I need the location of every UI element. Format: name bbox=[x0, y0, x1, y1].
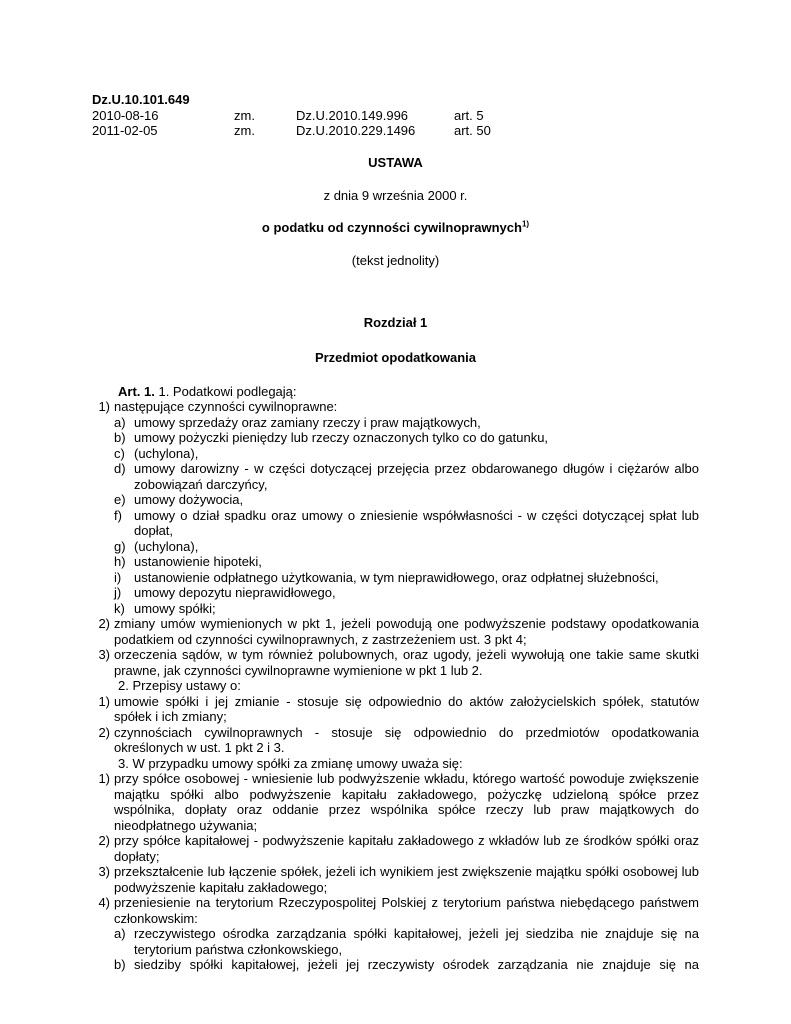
sub-item bbox=[92, 539, 699, 555]
amendment-ref: Dz.U.2010.149.996 bbox=[296, 107, 409, 123]
amendment-ref: Dz.U.2010.229.1496 bbox=[296, 123, 416, 138]
act-variant: (tekst jednolity) bbox=[351, 253, 440, 268]
item-number: 2) bbox=[98, 833, 110, 848]
item-text: umowie spółki i jej zmianie - stosuje się odpowiednio do aktów założycielskich spółek, statutów spółek i ich zmiany; bbox=[114, 693, 699, 724]
sub-item bbox=[92, 570, 699, 586]
sub-item bbox=[92, 601, 699, 617]
document-page bbox=[92, 92, 699, 973]
sub-item-text: umowy pożyczki pieniędzy lub rzeczy oznaczonych tylko co do gatunku, bbox=[134, 430, 549, 445]
article-1 bbox=[92, 384, 699, 973]
sub-item-letter: i) bbox=[114, 569, 122, 585]
act-type: USTAWA bbox=[368, 154, 423, 170]
item-number: 2) bbox=[98, 616, 110, 631]
sub-item-text: umowy spółki; bbox=[134, 600, 216, 616]
sub-item bbox=[92, 926, 699, 957]
sub-item-text: umowy dożywocia, bbox=[134, 492, 244, 507]
list-item bbox=[92, 647, 699, 678]
sub-item-letter: g) bbox=[114, 538, 126, 554]
ust1-intro-text: 1. Podatkowi podlegają: bbox=[158, 383, 297, 399]
footnote-mark: 1) bbox=[521, 219, 530, 229]
sub-item bbox=[92, 446, 699, 462]
art1-ust1-intro bbox=[92, 384, 699, 400]
amendment-date: 2011-02-05 bbox=[92, 123, 158, 138]
list-item bbox=[92, 771, 699, 833]
sub-item-letter: c) bbox=[114, 445, 125, 461]
sub-item-text: (uchylona), bbox=[134, 538, 199, 554]
item-text: czynnościach cywilnoprawnych - stosuje się odpowiednio do przedmiotów opodatkowania określonych w ust. 1 pkt 2 i 3. bbox=[114, 724, 699, 755]
sub-item-text: ustanowienie odpłatnego użytkowania, w tym nieprawidłowego, oraz odpłatnej służebności, bbox=[134, 569, 659, 585]
sub-item bbox=[92, 415, 699, 431]
sub-item-letter: b) bbox=[114, 957, 126, 972]
sub-item bbox=[92, 554, 699, 570]
amendment-row bbox=[92, 123, 699, 139]
amendment-kind: zm. bbox=[234, 123, 255, 138]
sub-item-text: siedziby spółki kapitałowej, jeżeli jej rzeczywisty ośrodek zarządzania nie znajduje się na bbox=[134, 957, 699, 972]
chapter-label: Rozdział 1 bbox=[363, 314, 428, 330]
sub-item-text: umowy sprzedaży oraz zamiany rzeczy i praw majątkowych, bbox=[134, 414, 481, 430]
sub-item-letter: f) bbox=[114, 507, 122, 523]
item-text: następujące czynności cywilnoprawne: bbox=[114, 399, 338, 414]
sub-item-text: ustanowienie hipoteki, bbox=[134, 554, 262, 569]
item-text: orzeczenia sądów, w tym również polubownych, oraz ugody, jeżeli wywołują one takie same skutki prawne, jak czynności cywilnoprawne wymienione w pkt 1 lub 2. bbox=[114, 647, 699, 678]
amendment-row bbox=[92, 108, 699, 124]
item-text: przy spółce osobowej - wniesienie lub podwyższenie wkładu, którego wartość powoduje zwiększenie majątku spółki albo podwyższenie kapitału zakładowego, pożyczkę udzieloną spółce przez wspólnika, dopłaty oraz oddanie przez wspólnika spółce rzeczy lub praw majątkowych do nieodpłatnego używania; bbox=[114, 771, 699, 833]
art1-ust2-intro: 2. Przepisy ustawy o: bbox=[118, 678, 241, 693]
item-number: 3) bbox=[98, 864, 110, 879]
item-text: przy spółce kapitałowej - podwyższenie kapitału zakładowego z wkładów lub ze środków spółki oraz dopłaty; bbox=[114, 833, 699, 864]
sub-item bbox=[92, 508, 699, 539]
list-item bbox=[92, 725, 699, 756]
sub-item-letter: e) bbox=[114, 492, 126, 507]
sub-item-letter: d) bbox=[114, 461, 126, 476]
sub-item-text: umowy o dział spadku oraz umowy o zniesienie współwłasności - w części dotyczącej spłat lub dopłat, bbox=[134, 507, 699, 538]
list-item bbox=[92, 864, 699, 895]
sub-item-letter: h) bbox=[114, 554, 126, 569]
sub-item-text: umowy depozytu nieprawidłowego, bbox=[134, 585, 336, 600]
amendment-art: art. 5 bbox=[454, 107, 484, 123]
item-number: 1) bbox=[98, 771, 110, 786]
sub-item bbox=[92, 430, 699, 446]
item-number: 2) bbox=[98, 724, 110, 740]
list-item bbox=[92, 694, 699, 725]
sub-item-letter: a) bbox=[114, 414, 126, 430]
item-text: przeniesienie na terytorium Rzeczypospolitej Polskiej z terytorium państwa niebędącego państwem członkowskim: bbox=[114, 895, 699, 926]
act-subject-text: o podatku od czynności cywilnoprawnych bbox=[261, 219, 522, 235]
item-number: 4) bbox=[98, 895, 110, 910]
sub-item-text: rzeczywistego ośrodka zarządzania spółki kapitałowej, jeżeli jej siedziba nie znajduje się na terytorium państwa członkowskiego, bbox=[134, 926, 699, 957]
amendment-kind: zm. bbox=[234, 107, 255, 123]
sub-item-letter: b) bbox=[114, 430, 126, 445]
sub-item-letter: a) bbox=[114, 926, 126, 941]
list-item bbox=[92, 833, 699, 864]
amendment-date: 2010-08-16 bbox=[92, 107, 159, 123]
item-number: 1) bbox=[98, 693, 110, 709]
list-item bbox=[92, 895, 699, 926]
item-text: zmiany umów wymienionych w pkt 1, jeżeli powodują one podwyższenie podstawy opodatkowania podatkiem od czynności cywilnoprawnych, z zastrzeżeniem ust. 3 pkt 4; bbox=[114, 616, 699, 647]
act-date: z dnia 9 września 2000 r. bbox=[323, 188, 468, 203]
sub-item-letter: j) bbox=[114, 585, 122, 600]
item-text: przekształcenie lub łączenie spółek, jeżeli ich wynikiem jest zwiększenie majątku spółki osobowej lub podwyższenie kapitału zakładowego; bbox=[114, 864, 699, 895]
item-number: 1) bbox=[98, 399, 110, 414]
sub-item-text: (uchylona), bbox=[134, 445, 199, 461]
article-label: Art. 1. bbox=[118, 383, 155, 399]
doc-id: Dz.U.10.101.649 bbox=[92, 92, 190, 107]
amendment-art: art. 50 bbox=[454, 123, 491, 138]
sub-item-letter: k) bbox=[114, 600, 125, 616]
sub-item bbox=[92, 492, 699, 508]
art1-ust3-intro: 3. W przypadku umowy spółki za zmianę umowy uważa się: bbox=[118, 755, 463, 771]
sub-item bbox=[92, 461, 699, 492]
chapter-heading: Przedmiot opodatkowania bbox=[314, 350, 477, 365]
list-item bbox=[92, 399, 699, 415]
sub-item bbox=[92, 585, 699, 601]
document-header bbox=[92, 92, 699, 139]
sub-item bbox=[92, 957, 699, 973]
list-item bbox=[92, 616, 699, 647]
act-subject bbox=[92, 220, 699, 236]
sub-item-text: umowy darowizny - w części dotyczącej przejęcia przez obdarowanego długów i ciężarów albo zobowiązań darczyńcy, bbox=[134, 461, 699, 492]
item-number: 3) bbox=[98, 647, 110, 662]
